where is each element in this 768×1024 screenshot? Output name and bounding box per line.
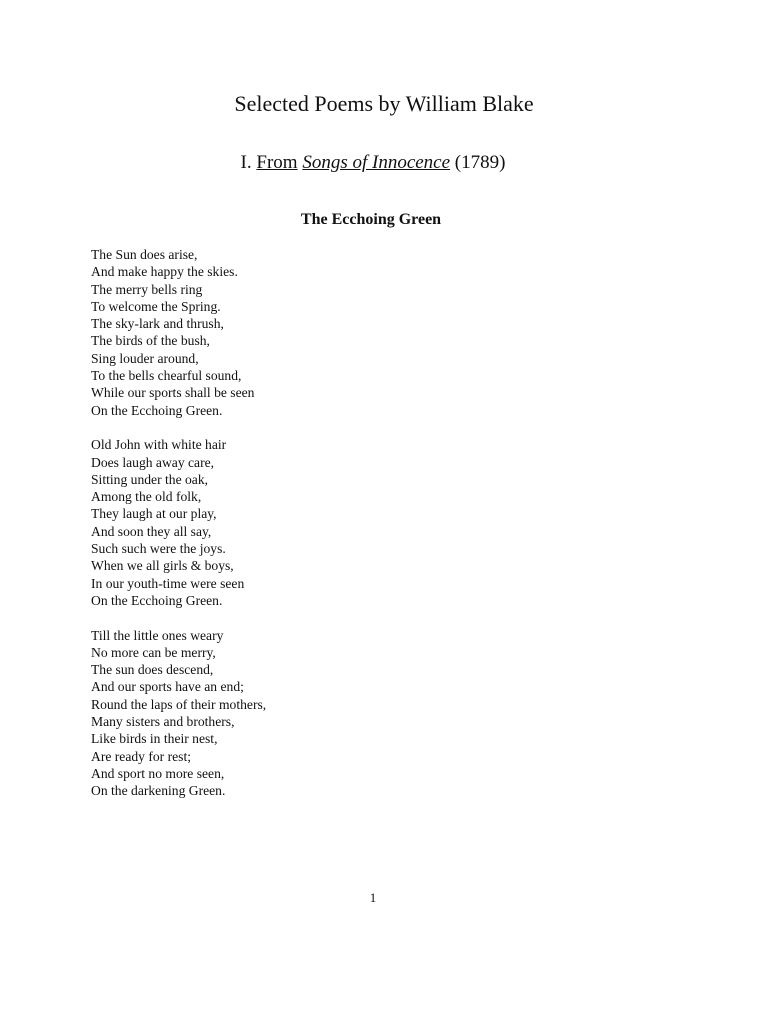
poem-line: Old John with white hair xyxy=(91,437,227,453)
poem-line: The merry bells ring xyxy=(91,281,203,297)
poem-line: Such such were the joys. xyxy=(91,541,226,557)
stanza-break xyxy=(91,609,691,626)
poem-line: And our sports have an end; xyxy=(91,679,244,695)
section-heading xyxy=(0,150,746,176)
poem-line: In our youth-time were seen xyxy=(91,575,245,591)
stanza xyxy=(91,627,691,800)
poem-line: While our sports shall be seen xyxy=(91,385,255,401)
poem-line: The sun does descend, xyxy=(91,662,214,678)
poem-line: Round the laps of their mothers, xyxy=(91,696,267,712)
poem-line: Many sisters and brothers, xyxy=(91,714,235,730)
poem-line: Till the little ones weary xyxy=(91,627,224,643)
page-number: 1 xyxy=(369,890,377,905)
section-year: (1789) xyxy=(454,152,506,173)
poem-line: They laugh at our play, xyxy=(91,506,217,522)
poem-line: And soon they all say, xyxy=(91,523,212,539)
poem-line: The birds of the bush, xyxy=(91,333,210,349)
section-numeral: I. xyxy=(240,152,252,173)
poem-line: To the bells chearful sound, xyxy=(91,368,242,384)
poem-title: The Ecchoing Green xyxy=(300,211,442,228)
poem-line: Sitting under the oak, xyxy=(91,471,209,487)
poem-line: On the Ecchoing Green. xyxy=(91,402,223,418)
stanza xyxy=(91,436,691,609)
poem-line: To welcome the Spring. xyxy=(91,298,221,314)
poem-line: And make happy the skies. xyxy=(91,264,238,280)
poem-line: On the darkening Green. xyxy=(91,783,226,799)
poem-line: The sky-lark and thrush, xyxy=(91,316,224,332)
stanza xyxy=(91,246,691,419)
poem-line: No more can be merry, xyxy=(91,644,216,660)
stanza-break xyxy=(91,419,691,436)
poem-line: On the Ecchoing Green. xyxy=(91,592,223,608)
poem-line: Among the old folk, xyxy=(91,489,202,505)
poem-line: Are ready for rest; xyxy=(91,748,192,764)
section-from-label: From xyxy=(256,152,298,173)
section-book-title: Songs of Innocence xyxy=(302,152,451,173)
poem-line: Sing louder around, xyxy=(91,350,199,366)
poem-line: Like birds in their nest, xyxy=(91,731,218,747)
poem-line: Does laugh away care, xyxy=(91,454,215,470)
page-title: Selected Poems by William Blake xyxy=(234,91,534,116)
poem-body xyxy=(91,246,691,800)
poem-line: And sport no more seen, xyxy=(91,765,225,781)
poem-line: The Sun does arise, xyxy=(91,247,198,262)
poem-line: When we all girls & boys, xyxy=(91,558,234,574)
